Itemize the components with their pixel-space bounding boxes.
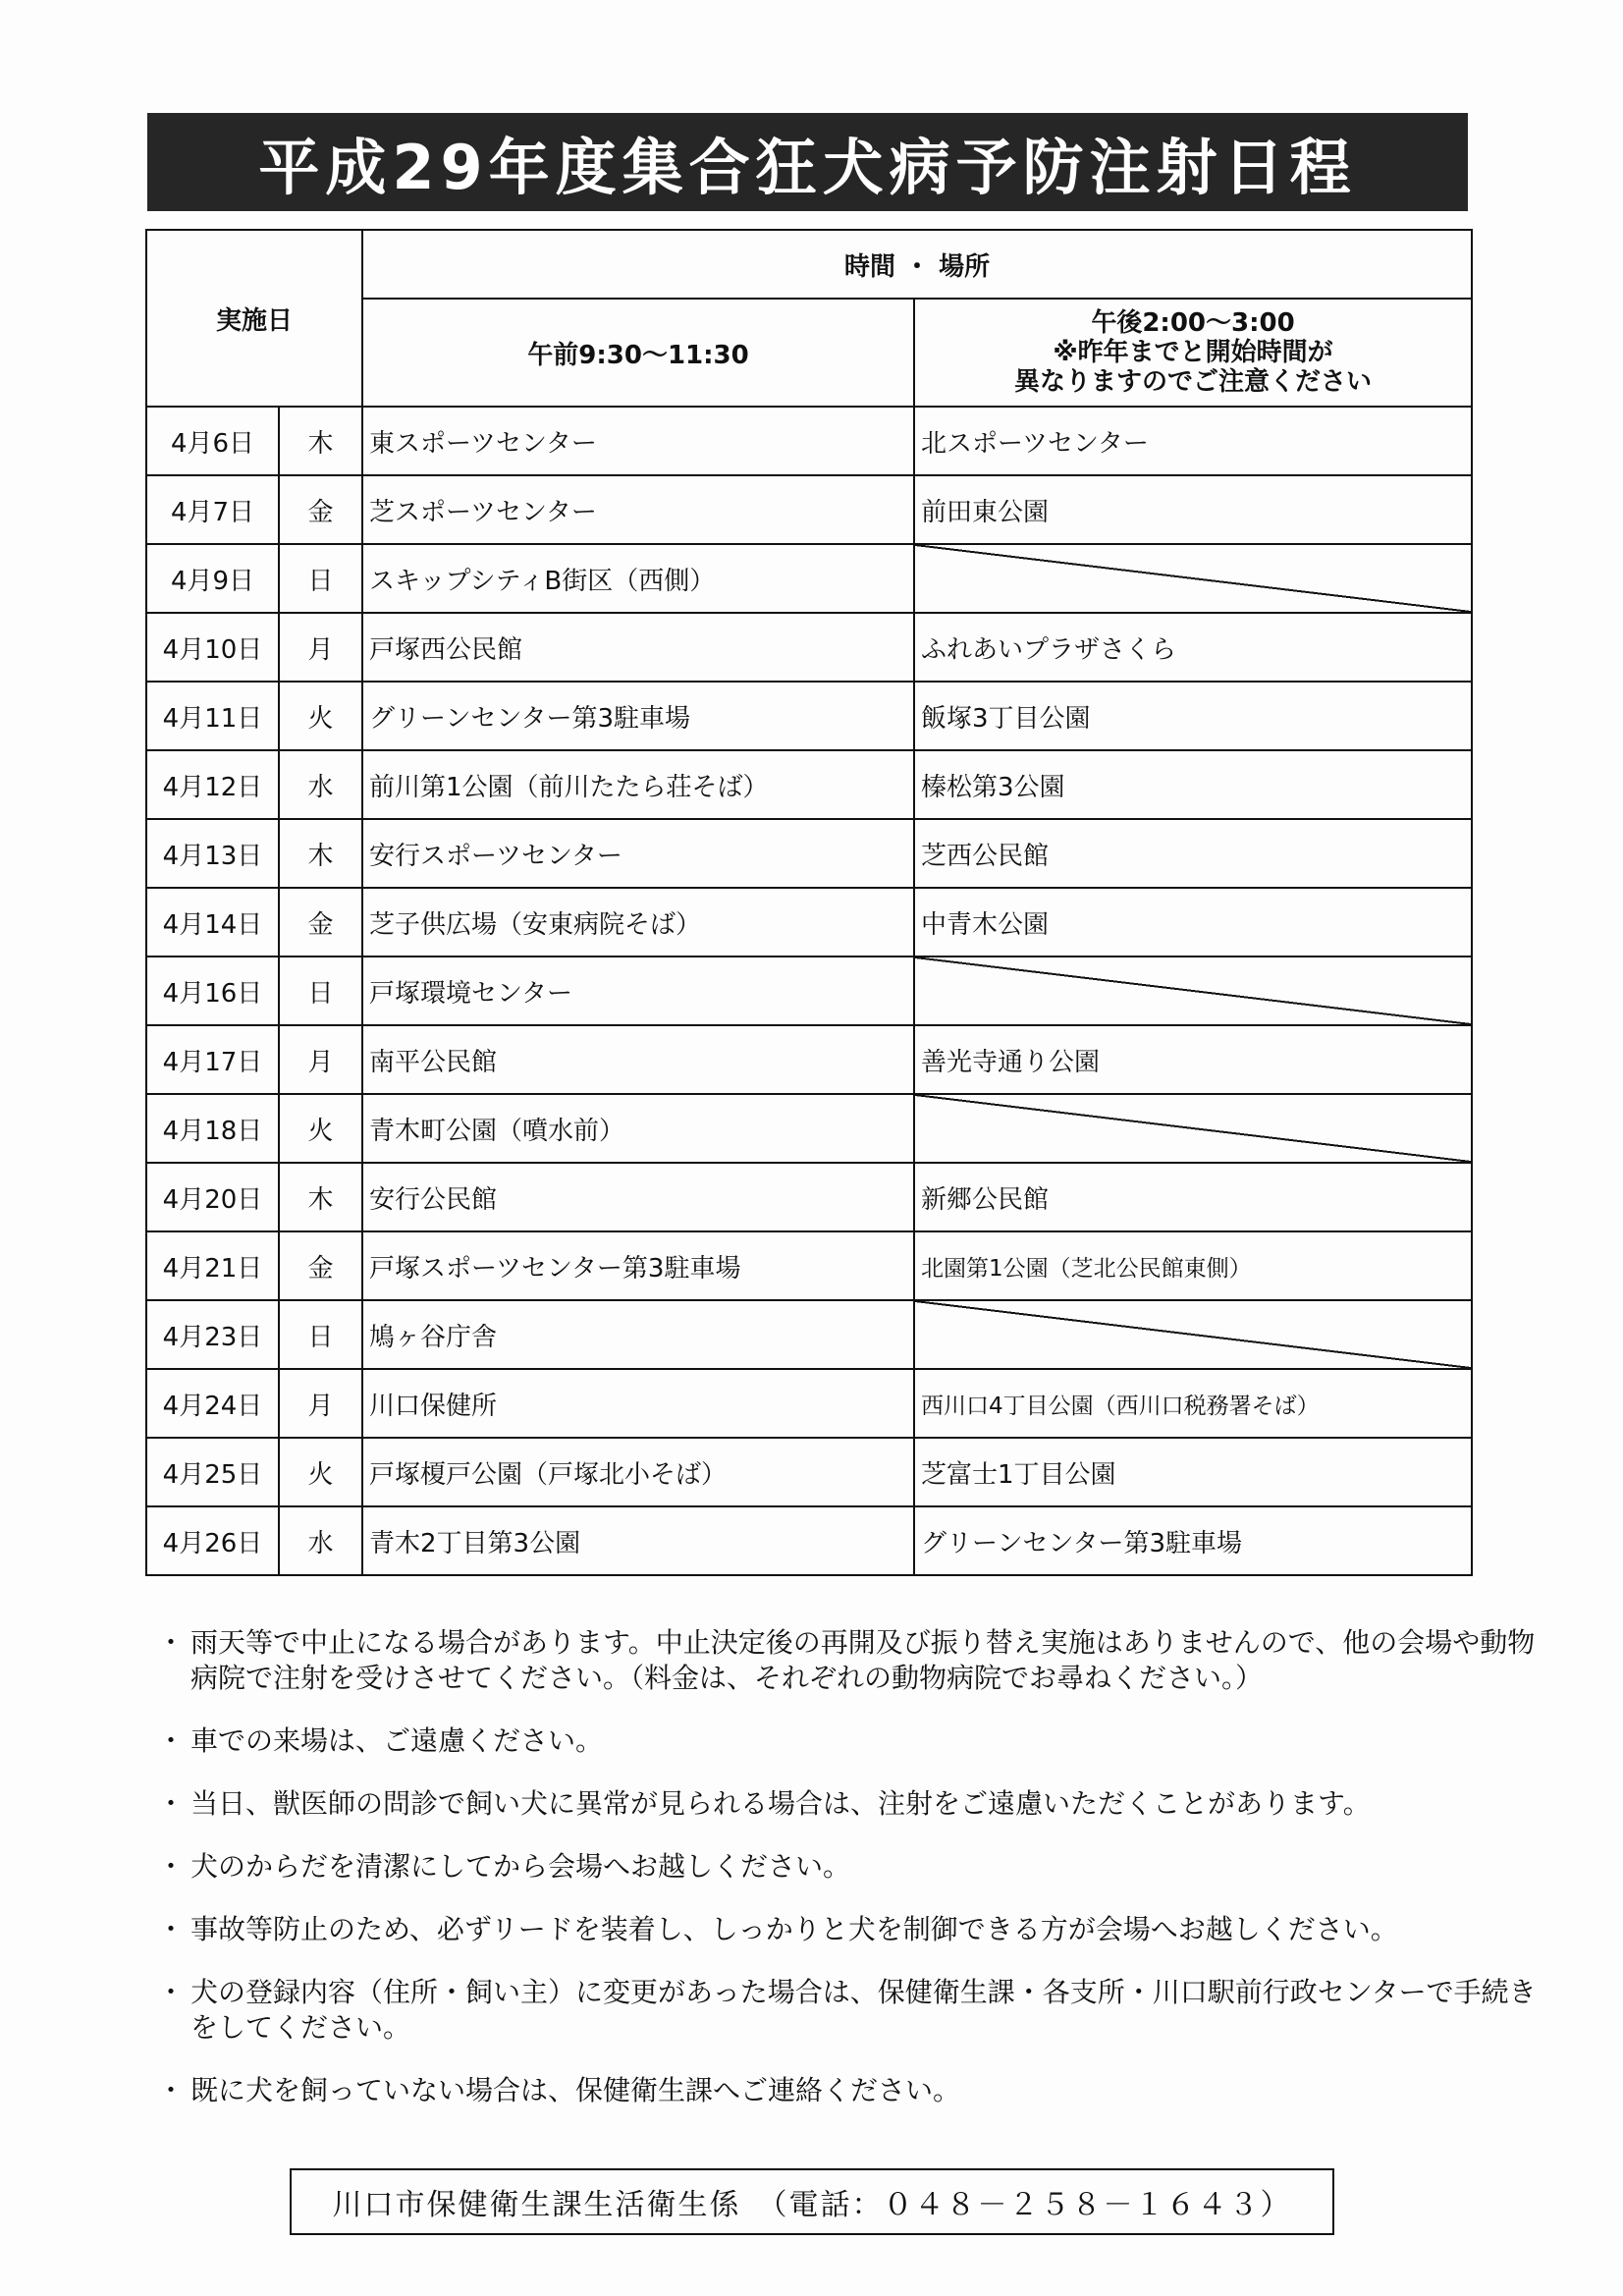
- row-pm-location: 中青木公園: [914, 888, 1472, 957]
- row-pm-none: [914, 1094, 1472, 1163]
- row-pm-location: 芝富士1丁目公園: [914, 1438, 1472, 1506]
- row-weekday: 木: [279, 819, 362, 888]
- note-bullet: ・: [157, 1787, 186, 1820]
- note-bullet: ・: [157, 1850, 186, 1883]
- row-am-location: 芝スポーツセンター: [362, 475, 914, 544]
- table-row: [146, 957, 1472, 1025]
- row-date: 4月10日: [146, 613, 279, 682]
- row-am-location: グリーンセンター第3駐車場: [362, 682, 914, 750]
- row-am-location: 青木2丁目第3公園: [362, 1506, 914, 1575]
- table-row: [146, 1369, 1472, 1438]
- row-pm-location: 善光寺通り公園: [914, 1025, 1472, 1094]
- row-date: 4月13日: [146, 819, 279, 888]
- table-row: [146, 475, 1472, 544]
- table-row: [146, 407, 1472, 475]
- row-weekday: 火: [279, 682, 362, 750]
- row-date: 4月23日: [146, 1300, 279, 1369]
- row-am-location: 安行公民館: [362, 1163, 914, 1231]
- row-weekday: 日: [279, 544, 362, 613]
- row-weekday: 水: [279, 1506, 362, 1575]
- row-pm-location: 飯塚3丁目公園: [914, 682, 1472, 750]
- table-row: [146, 682, 1472, 750]
- row-am-location: 青木町公園（噴水前）: [362, 1094, 914, 1163]
- table-row: [146, 750, 1472, 819]
- row-date: 4月17日: [146, 1025, 279, 1094]
- row-weekday: 水: [279, 750, 362, 819]
- table-row: [146, 1506, 1472, 1575]
- row-am-location: 戸塚スポーツセンター第3駐車場: [362, 1231, 914, 1300]
- row-pm-location: 芝西公民館: [914, 819, 1472, 888]
- row-weekday: 日: [279, 1300, 362, 1369]
- row-am-location: 戸塚西公民館: [362, 613, 914, 682]
- row-weekday: 日: [279, 957, 362, 1025]
- notes-list: [157, 1625, 1551, 2136]
- table-row: [146, 1163, 1472, 1231]
- row-am-location: 川口保健所: [362, 1369, 914, 1438]
- row-am-location: 東スポーツセンター: [362, 407, 914, 475]
- row-am-location: 戸塚榎戸公園（戸塚北小そば）: [362, 1438, 914, 1506]
- row-am-location: スキップシティB街区（西側）: [362, 544, 914, 613]
- note-item: [157, 2073, 1551, 2108]
- header-pm-time: 午後2:00～3:00: [1091, 308, 1295, 338]
- row-date: 4月24日: [146, 1369, 279, 1438]
- row-weekday: 木: [279, 407, 362, 475]
- row-weekday: 金: [279, 475, 362, 544]
- note-bullet: ・: [157, 1724, 186, 1757]
- note-text: 雨天等で中止になる場合があります。中止決定後の再開及び振り替え実施はありませんので、他の会場や動物病院で注射を受けさせてください。（料金は、それぞれの動物病院でお尋ねください。）: [190, 1626, 1536, 1694]
- row-date: 4月11日: [146, 682, 279, 750]
- row-pm-location: ふれあいプラザさくら: [914, 613, 1472, 682]
- row-am-location: 安行スポーツセンター: [362, 819, 914, 888]
- row-pm-location: 北スポーツセンター: [914, 407, 1472, 475]
- note-item: [157, 1625, 1551, 1696]
- table-row: [146, 613, 1472, 682]
- row-date: 4月18日: [146, 1094, 279, 1163]
- row-date: 4月9日: [146, 544, 279, 613]
- header-date: 実施日: [146, 230, 362, 407]
- table-row: [146, 1300, 1472, 1369]
- note-text: 車での来場は、ご遠慮ください。: [190, 1724, 604, 1757]
- row-am-location: 前川第1公園（前川たたら荘そば）: [362, 750, 914, 819]
- table-row: [146, 1094, 1472, 1163]
- row-date: 4月6日: [146, 407, 279, 475]
- note-bullet: ・: [157, 2074, 186, 2106]
- row-pm-none: [914, 544, 1472, 613]
- row-pm-location: 西川口4丁目公園（西川口税務署そば）: [914, 1369, 1472, 1438]
- note-item: [157, 1849, 1551, 1885]
- row-am-location: 戸塚環境センター: [362, 957, 914, 1025]
- note-bullet: ・: [157, 1626, 186, 1659]
- table-row: [146, 888, 1472, 957]
- table-row: [146, 819, 1472, 888]
- row-weekday: 火: [279, 1094, 362, 1163]
- table-header-row: [146, 230, 1472, 299]
- contact-box: 川口市保健衛生課生活衛生係 （電話：０４８－２５８－１６４３）: [290, 2168, 1334, 2235]
- note-bullet: ・: [157, 1976, 186, 2008]
- row-pm-location: 新郷公民館: [914, 1163, 1472, 1231]
- note-text: 当日、獣医師の問診で飼い犬に異常が見られる場合は、注射をご遠慮いただくことがあります。: [190, 1787, 1371, 1820]
- row-date: 4月21日: [146, 1231, 279, 1300]
- note-text: 犬の登録内容（住所・飼い主）に変更があった場合は、保健衛生課・各支所・川口駅前行政センターで手続きをしてください。: [190, 1976, 1537, 2044]
- row-am-location: 南平公民館: [362, 1025, 914, 1094]
- note-text: 犬のからだを清潔にしてから会場へお越しください。: [190, 1850, 851, 1883]
- header-am: 午前9:30～11:30: [362, 299, 914, 407]
- row-pm-location: 北園第1公園（芝北公民館東側）: [914, 1231, 1472, 1300]
- page-title: 平成29年度集合狂犬病予防注射日程: [147, 113, 1468, 211]
- header-pm: [914, 299, 1472, 407]
- row-pm-none: [914, 957, 1472, 1025]
- note-item: [157, 1912, 1551, 1947]
- note-item: [157, 1723, 1551, 1759]
- row-am-location: 芝子供広場（安東病院そば）: [362, 888, 914, 957]
- row-pm-location: グリーンセンター第3駐車場: [914, 1506, 1472, 1575]
- row-weekday: 火: [279, 1438, 362, 1506]
- note-text: 既に犬を飼っていない場合は、保健衛生課へご連絡ください。: [190, 2074, 961, 2106]
- row-date: 4月14日: [146, 888, 279, 957]
- note-item: [157, 1975, 1551, 2046]
- row-date: 4月25日: [146, 1438, 279, 1506]
- row-weekday: 木: [279, 1163, 362, 1231]
- schedule-table: [145, 229, 1473, 1576]
- row-pm-location: 前田東公園: [914, 475, 1472, 544]
- table-row: [146, 1231, 1472, 1300]
- row-weekday: 月: [279, 1025, 362, 1094]
- row-date: 4月26日: [146, 1506, 279, 1575]
- row-date: 4月7日: [146, 475, 279, 544]
- header-pm-note-2: 異なりますのでご注意ください: [1014, 367, 1373, 397]
- header-pm-note-1: ※昨年までと開始時間が: [1053, 338, 1333, 367]
- row-date: 4月20日: [146, 1163, 279, 1231]
- note-bullet: ・: [157, 1913, 186, 1945]
- row-date: 4月16日: [146, 957, 279, 1025]
- table-row: [146, 544, 1472, 613]
- note-item: [157, 1786, 1551, 1822]
- row-weekday: 月: [279, 1369, 362, 1438]
- table-row: [146, 1025, 1472, 1094]
- header-time-place: 時間 ・ 場所: [362, 230, 1472, 299]
- row-am-location: 鳩ヶ谷庁舎: [362, 1300, 914, 1369]
- note-text: 事故等防止のため、必ずリードを装着し、しっかりと犬を制御できる方が会場へお越しください。: [190, 1913, 1398, 1945]
- row-weekday: 金: [279, 888, 362, 957]
- row-weekday: 月: [279, 613, 362, 682]
- row-date: 4月12日: [146, 750, 279, 819]
- row-weekday: 金: [279, 1231, 362, 1300]
- row-pm-location: 榛松第3公園: [914, 750, 1472, 819]
- row-pm-none: [914, 1300, 1472, 1369]
- table-row: [146, 1438, 1472, 1506]
